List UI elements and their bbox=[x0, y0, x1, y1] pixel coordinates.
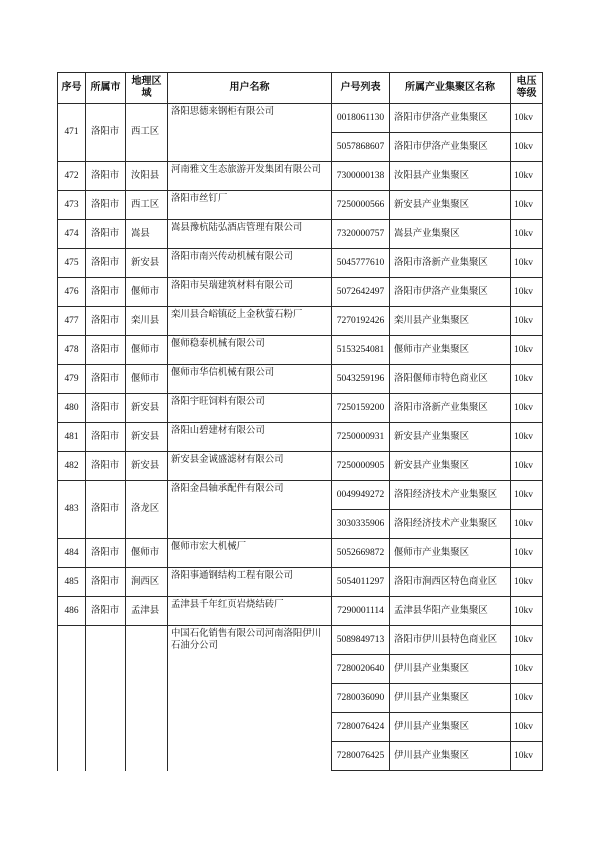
table-row bbox=[58, 249, 543, 278]
voltage-cell: 10kv bbox=[511, 539, 543, 568]
region-cell: 孟津县 bbox=[126, 597, 168, 626]
account-id-cell: 0049949272 bbox=[332, 481, 390, 510]
table-row bbox=[58, 365, 543, 394]
user-name-cell: 孟津县千年红页岩烧结砖厂 bbox=[168, 597, 332, 626]
city-cell: 洛阳市 bbox=[86, 539, 126, 568]
table-row bbox=[58, 452, 543, 481]
serial-cell: 483 bbox=[58, 481, 86, 539]
serial-cell bbox=[58, 626, 86, 771]
region-cell: 洛龙区 bbox=[126, 481, 168, 539]
voltage-cell: 10kv bbox=[511, 191, 543, 220]
serial-cell: 473 bbox=[58, 191, 86, 220]
column-header: 地理区域 bbox=[126, 73, 168, 104]
user-name-cell: 洛阳市吴瑞建筑材料有限公司 bbox=[168, 278, 332, 307]
region-cell bbox=[126, 626, 168, 771]
region-cell: 汝阳县 bbox=[126, 162, 168, 191]
user-name-cell: 偃师稳泰机械有限公司 bbox=[168, 336, 332, 365]
account-id-cell: 7280036090 bbox=[332, 684, 390, 713]
city-cell: 洛阳市 bbox=[86, 191, 126, 220]
serial-cell: 484 bbox=[58, 539, 86, 568]
table-row bbox=[58, 191, 543, 220]
table-row bbox=[58, 307, 543, 336]
region-cell: 新安县 bbox=[126, 423, 168, 452]
table-row bbox=[58, 481, 543, 510]
account-id-cell: 5153254081 bbox=[332, 336, 390, 365]
account-id-cell: 7270192426 bbox=[332, 307, 390, 336]
table-row bbox=[58, 539, 543, 568]
cluster-name-cell: 洛阳市伊洛产业集聚区 bbox=[390, 278, 511, 307]
cluster-name-cell: 洛阳市伊洛产业集聚区 bbox=[390, 133, 511, 162]
user-name-cell: 洛阳思德来钢柜有限公司 bbox=[168, 104, 332, 162]
column-header: 所属产业集聚区名称 bbox=[390, 73, 511, 104]
user-name-cell: 中国石化销售有限公司河南洛阳伊川石油分公司 bbox=[168, 626, 332, 771]
account-id-cell: 7300000138 bbox=[332, 162, 390, 191]
region-cell: 嵩县 bbox=[126, 220, 168, 249]
cluster-name-cell: 伊川县产业集聚区 bbox=[390, 655, 511, 684]
account-id-cell: 7280076424 bbox=[332, 713, 390, 742]
city-cell: 洛阳市 bbox=[86, 249, 126, 278]
table-row bbox=[58, 336, 543, 365]
user-name-cell: 洛阳山碧建材有限公司 bbox=[168, 423, 332, 452]
cluster-name-cell: 洛阳市洛新产业集聚区 bbox=[390, 394, 511, 423]
user-name-cell: 栾川县合峪镇砭上金秋萤石粉厂 bbox=[168, 307, 332, 336]
table-row bbox=[58, 568, 543, 597]
region-cell: 涧西区 bbox=[126, 568, 168, 597]
user-name-cell: 洛阳市丝钉厂 bbox=[168, 191, 332, 220]
voltage-cell: 10kv bbox=[511, 481, 543, 510]
city-cell: 洛阳市 bbox=[86, 568, 126, 597]
cluster-name-cell: 孟津县华阳产业集聚区 bbox=[390, 597, 511, 626]
user-name-cell: 偃师市华信机械有限公司 bbox=[168, 365, 332, 394]
column-header: 序号 bbox=[58, 73, 86, 104]
column-header: 电压等级 bbox=[511, 73, 543, 104]
table-header-row bbox=[58, 73, 543, 104]
account-id-cell: 5045777610 bbox=[332, 249, 390, 278]
table-row bbox=[58, 220, 543, 249]
voltage-cell: 10kv bbox=[511, 278, 543, 307]
voltage-cell: 10kv bbox=[511, 104, 543, 133]
table-row bbox=[58, 597, 543, 626]
table-body bbox=[58, 104, 543, 771]
table-row bbox=[58, 162, 543, 191]
voltage-cell: 10kv bbox=[511, 220, 543, 249]
city-cell: 洛阳市 bbox=[86, 365, 126, 394]
region-cell: 偃师市 bbox=[126, 278, 168, 307]
voltage-cell: 10kv bbox=[511, 307, 543, 336]
cluster-name-cell: 洛阳市伊洛产业集聚区 bbox=[390, 104, 511, 133]
account-id-cell: 7280076425 bbox=[332, 742, 390, 771]
serial-cell: 478 bbox=[58, 336, 86, 365]
voltage-cell: 10kv bbox=[511, 742, 543, 771]
region-cell: 偃师市 bbox=[126, 539, 168, 568]
city-cell: 洛阳市 bbox=[86, 220, 126, 249]
cluster-name-cell: 洛阳经济技术产业集聚区 bbox=[390, 510, 511, 539]
user-name-cell: 偃师市宏大机械厂 bbox=[168, 539, 332, 568]
city-cell: 洛阳市 bbox=[86, 162, 126, 191]
account-id-cell: 7250000905 bbox=[332, 452, 390, 481]
serial-cell: 476 bbox=[58, 278, 86, 307]
serial-cell: 479 bbox=[58, 365, 86, 394]
cluster-name-cell: 新安县产业集聚区 bbox=[390, 423, 511, 452]
account-id-cell: 7250000566 bbox=[332, 191, 390, 220]
user-name-cell: 洛阳市南兴传动机械有限公司 bbox=[168, 249, 332, 278]
city-cell: 洛阳市 bbox=[86, 481, 126, 539]
serial-cell: 474 bbox=[58, 220, 86, 249]
region-cell: 新安县 bbox=[126, 394, 168, 423]
region-cell: 栾川县 bbox=[126, 307, 168, 336]
voltage-cell: 10kv bbox=[511, 655, 543, 684]
table-row bbox=[58, 278, 543, 307]
cluster-name-cell: 新安县产业集聚区 bbox=[390, 191, 511, 220]
cluster-name-cell: 栾川县产业集聚区 bbox=[390, 307, 511, 336]
serial-cell: 486 bbox=[58, 597, 86, 626]
region-cell: 西工区 bbox=[126, 191, 168, 220]
voltage-cell: 10kv bbox=[511, 249, 543, 278]
account-id-cell: 7280020640 bbox=[332, 655, 390, 684]
user-name-cell: 河南雅文生态旅游开发集团有限公司 bbox=[168, 162, 332, 191]
voltage-cell: 10kv bbox=[511, 365, 543, 394]
serial-cell: 480 bbox=[58, 394, 86, 423]
serial-cell: 481 bbox=[58, 423, 86, 452]
user-name-cell: 洛阳事通钢结构工程有限公司 bbox=[168, 568, 332, 597]
city-cell: 洛阳市 bbox=[86, 597, 126, 626]
user-name-cell: 洛阳宇旺饲料有限公司 bbox=[168, 394, 332, 423]
cluster-name-cell: 偃师市产业集聚区 bbox=[390, 539, 511, 568]
account-id-cell: 5089849713 bbox=[332, 626, 390, 655]
voltage-cell: 10kv bbox=[511, 423, 543, 452]
region-cell: 偃师市 bbox=[126, 365, 168, 394]
voltage-cell: 10kv bbox=[511, 626, 543, 655]
voltage-cell: 10kv bbox=[511, 568, 543, 597]
account-id-cell: 7290001114 bbox=[332, 597, 390, 626]
voltage-cell: 10kv bbox=[511, 713, 543, 742]
city-cell: 洛阳市 bbox=[86, 423, 126, 452]
table-row bbox=[58, 104, 543, 133]
user-table bbox=[57, 72, 543, 771]
cluster-name-cell: 汝阳县产业集聚区 bbox=[390, 162, 511, 191]
region-cell: 新安县 bbox=[126, 452, 168, 481]
cluster-name-cell: 嵩县产业集聚区 bbox=[390, 220, 511, 249]
account-id-cell: 7250159200 bbox=[332, 394, 390, 423]
serial-cell: 482 bbox=[58, 452, 86, 481]
voltage-cell: 10kv bbox=[511, 162, 543, 191]
account-id-cell: 5057868607 bbox=[332, 133, 390, 162]
cluster-name-cell: 洛阳市洛新产业集聚区 bbox=[390, 249, 511, 278]
account-id-cell: 5054011297 bbox=[332, 568, 390, 597]
cluster-name-cell: 洛阳经济技术产业集聚区 bbox=[390, 481, 511, 510]
city-cell: 洛阳市 bbox=[86, 307, 126, 336]
table-row bbox=[58, 394, 543, 423]
cluster-name-cell: 洛阳市涧西区特色商业区 bbox=[390, 568, 511, 597]
city-cell: 洛阳市 bbox=[86, 394, 126, 423]
user-name-cell: 新安县金诚盛滤材有限公司 bbox=[168, 452, 332, 481]
serial-cell: 485 bbox=[58, 568, 86, 597]
column-header: 户号列表 bbox=[332, 73, 390, 104]
account-id-cell: 3030335906 bbox=[332, 510, 390, 539]
voltage-cell: 10kv bbox=[511, 394, 543, 423]
account-id-cell: 5052669872 bbox=[332, 539, 390, 568]
voltage-cell: 10kv bbox=[511, 336, 543, 365]
region-cell: 西工区 bbox=[126, 104, 168, 162]
city-cell bbox=[86, 626, 126, 771]
cluster-name-cell: 洛阳偃师市特色商业区 bbox=[390, 365, 511, 394]
cluster-name-cell: 伊川县产业集聚区 bbox=[390, 684, 511, 713]
cluster-name-cell: 洛阳市伊川县特色商业区 bbox=[390, 626, 511, 655]
user-name-cell: 洛阳金昌轴承配件有限公司 bbox=[168, 481, 332, 539]
table-row bbox=[58, 626, 543, 655]
voltage-cell: 10kv bbox=[511, 452, 543, 481]
serial-cell: 472 bbox=[58, 162, 86, 191]
account-id-cell: 5072642497 bbox=[332, 278, 390, 307]
serial-cell: 471 bbox=[58, 104, 86, 162]
user-name-cell: 嵩县豫杭陆弘酒店管理有限公司 bbox=[168, 220, 332, 249]
cluster-name-cell: 伊川县产业集聚区 bbox=[390, 713, 511, 742]
account-id-cell: 7250000931 bbox=[332, 423, 390, 452]
voltage-cell: 10kv bbox=[511, 510, 543, 539]
column-header: 用户名称 bbox=[168, 73, 332, 104]
voltage-cell: 10kv bbox=[511, 133, 543, 162]
city-cell: 洛阳市 bbox=[86, 452, 126, 481]
city-cell: 洛阳市 bbox=[86, 336, 126, 365]
account-id-cell: 5043259196 bbox=[332, 365, 390, 394]
region-cell: 偃师市 bbox=[126, 336, 168, 365]
voltage-cell: 10kv bbox=[511, 684, 543, 713]
serial-cell: 477 bbox=[58, 307, 86, 336]
city-cell: 洛阳市 bbox=[86, 278, 126, 307]
table-row bbox=[58, 423, 543, 452]
account-id-cell: 7320000757 bbox=[332, 220, 390, 249]
serial-cell: 475 bbox=[58, 249, 86, 278]
column-header: 所属市 bbox=[86, 73, 126, 104]
account-id-cell: 0018061130 bbox=[332, 104, 390, 133]
cluster-name-cell: 新安县产业集聚区 bbox=[390, 452, 511, 481]
cluster-name-cell: 伊川县产业集聚区 bbox=[390, 742, 511, 771]
cluster-name-cell: 偃师市产业集聚区 bbox=[390, 336, 511, 365]
city-cell: 洛阳市 bbox=[86, 104, 126, 162]
voltage-cell: 10kv bbox=[511, 597, 543, 626]
region-cell: 新安县 bbox=[126, 249, 168, 278]
